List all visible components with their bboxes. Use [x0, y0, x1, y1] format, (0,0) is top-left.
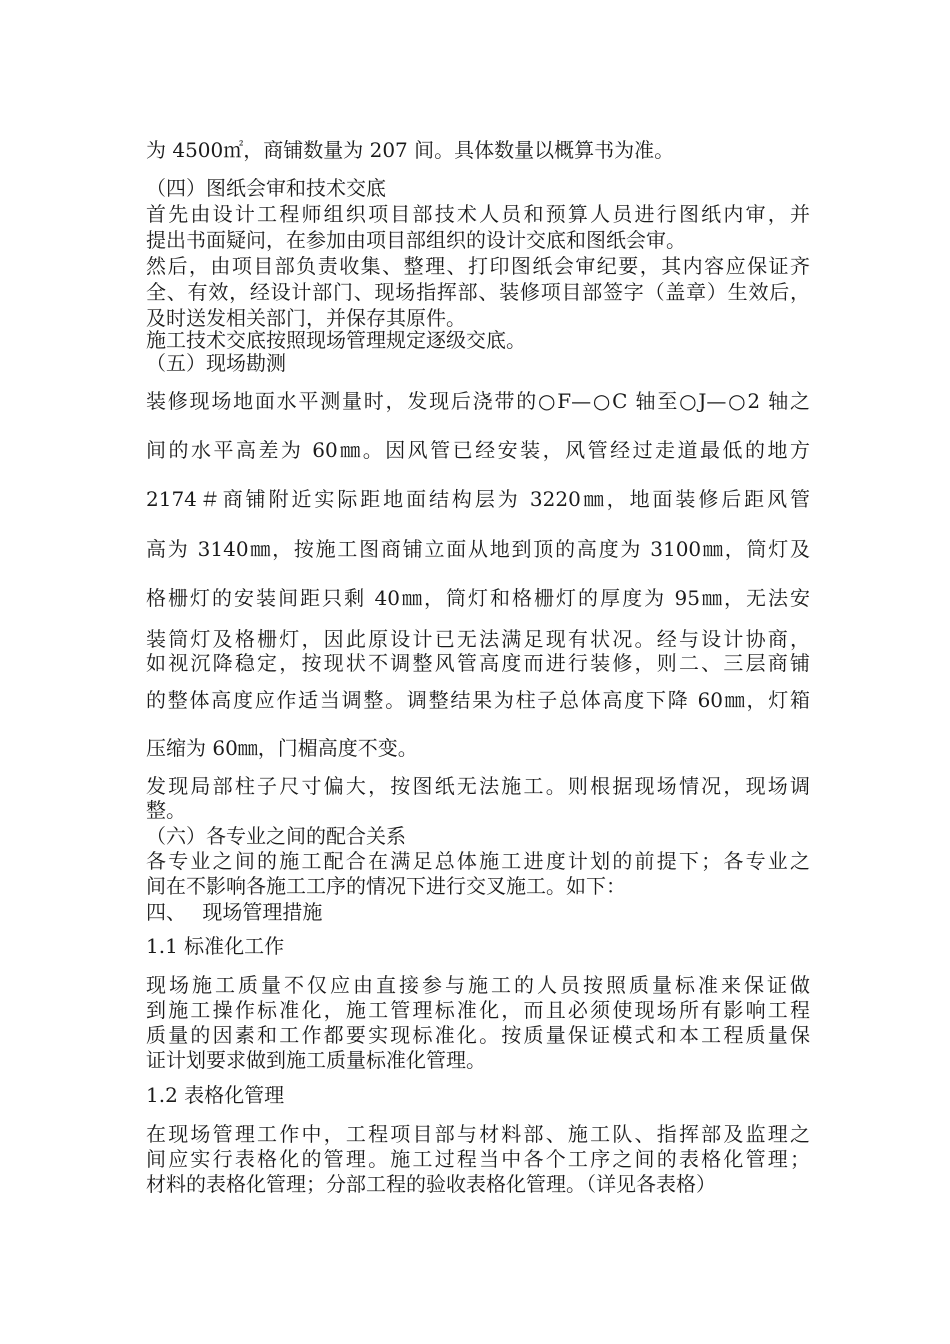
text-line: 2174＃商铺附近实际距地面结构层为 3220㎜，地面装修后距风管 — [146, 487, 810, 511]
text-line: 材料的表格化管理；分部工程的验收表格化管理。（详见各表格） — [146, 1172, 716, 1196]
text-line: 整。 — [146, 798, 186, 822]
text-line: 到施工操作标准化，施工管理标准化，而且必须使现场所有影响工程 — [146, 998, 810, 1022]
section-heading: 1.2 表格化管理 — [146, 1083, 285, 1107]
text-line: 质量的因素和工作都要实现标准化。按质量保证模式和本工程质量保 — [146, 1023, 810, 1047]
text-line: 提出书面疑问，在参加由项目部组织的设计交底和图纸会审。 — [146, 228, 686, 252]
text-line: 现场施工质量不仅应由直接参与施工的人员按照质量标准来保证做 — [146, 973, 810, 997]
text-line: 在现场管理工作中，工程项目部与材料部、施工队、指挥部及监理之 — [146, 1122, 810, 1146]
text-line: 装修现场地面水平测量时，发现后浇带的○F—○C 轴至○J—○2 轴之 — [146, 389, 810, 413]
text-line: 首先由设计工程师组织项目部技术人员和预算人员进行图纸内审，并 — [146, 202, 810, 226]
section-heading: （四）图纸会审和技术交底 — [146, 176, 386, 200]
text-line: 各专业之间的施工配合在满足总体施工进度计划的前提下；各专业之 — [146, 849, 810, 873]
text-line: 全、有效，经设计部门、现场指挥部、装修项目部签字（盖章）生效后， — [146, 280, 810, 304]
section-heading: 1.1 标准化工作 — [146, 934, 285, 958]
text-line: 为 4500㎡，商铺数量为 207 间。具体数量以概算书为准。 — [146, 138, 675, 162]
text-line: 然后，由项目部负责收集、整理、打印图纸会审纪要，其内容应保证齐 — [146, 254, 810, 278]
text-line: 间的水平高差为 60㎜。因风管已经安装，风管经过走道最低的地方 — [146, 438, 810, 462]
text-line: 格栅灯的安装间距只剩 40㎜，筒灯和格栅灯的厚度为 95㎜，无法安 — [146, 586, 810, 610]
text-line: 如视沉降稳定，按现状不调整风管高度而进行装修，则二、三层商铺 — [146, 651, 810, 675]
text-line: 装筒灯及格栅灯，因此原设计已无法满足现有状况。经与设计协商， — [146, 627, 810, 651]
text-line: 及时送发相关部门，并保存其原件。 — [146, 306, 466, 330]
text-line: 的整体高度应作适当调整。调整结果为柱子总体高度下降 60㎜，灯箱 — [146, 688, 810, 712]
text-line: 发现局部柱子尺寸偏大，按图纸无法施工。则根据现场情况，现场调 — [146, 774, 810, 798]
section-heading: （五）现场勘测 — [146, 351, 286, 375]
text-line: 间应实行表格化的管理。施工过程当中各个工序之间的表格化管理； — [146, 1147, 810, 1171]
text-line: 证计划要求做到施工质量标准化管理。 — [146, 1048, 486, 1072]
text-line: 压缩为 60㎜，门楣高度不变。 — [146, 736, 418, 760]
text-line: 间在不影响各施工工序的情况下进行交叉施工。如下： — [146, 874, 626, 898]
chapter-heading: 四、 现场管理措施 — [146, 900, 323, 924]
section-heading: （六）各专业之间的配合关系 — [146, 824, 406, 848]
text-line: 高为 3140㎜，按施工图商铺立面从地到顶的高度为 3100㎜，筒灯及 — [146, 537, 810, 561]
text-line: 施工技术交底按照现场管理规定逐级交底。 — [146, 328, 526, 352]
